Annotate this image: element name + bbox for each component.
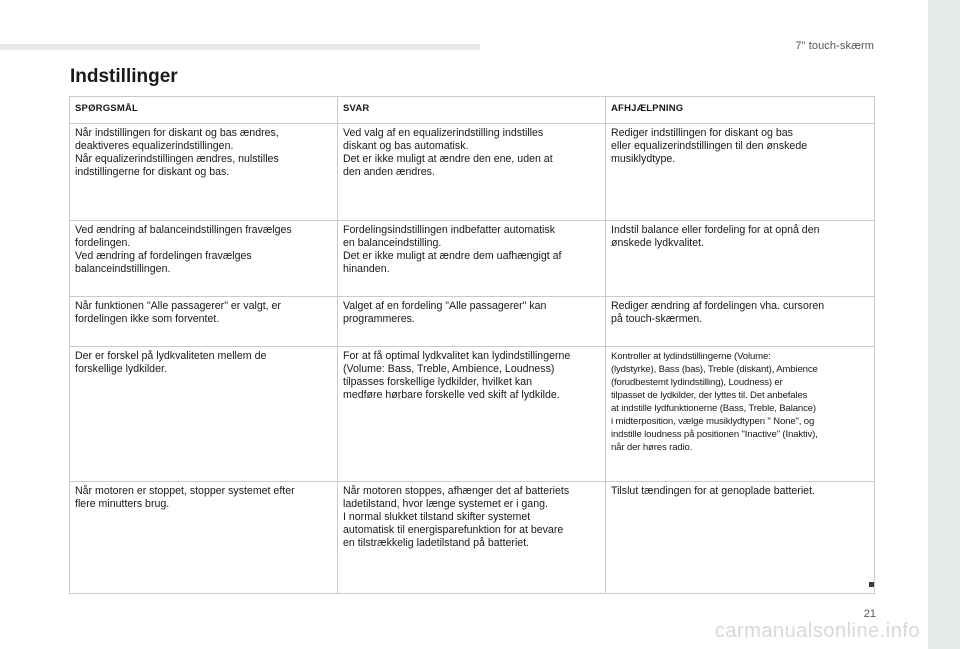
answer-cell [338, 297, 606, 347]
troubleshooting-table [69, 96, 875, 594]
question-cell [70, 221, 338, 297]
remedy-text: Indstil balance eller fordeling for at opnå den ønskede lydkvalitet. [611, 224, 820, 249]
question-text: Når indstillingen for diskant og bas ændres, deaktiveres equalizerindstillingen. Når equalizerindstillingen ændres, nulstilles indstillingerne for diskant og bas. [75, 127, 279, 178]
remedy-text: Tilslut tændingen for at genoplade batteriet. [611, 485, 815, 497]
answer-cell [338, 347, 606, 482]
answer-text: Valget af en fordeling "Alle passagerer" kan programmeres. [343, 300, 547, 325]
table-row [70, 221, 875, 297]
column-header-remedy: AFHJÆLPNING [606, 97, 875, 124]
remedy-text: Rediger indstillingen for diskant og bas eller equalizerindstillingen til den ønskede musiklydtype. [611, 127, 808, 165]
chapter-label: 7" touch-skærm [795, 40, 874, 52]
answer-text: Fordelingsindstillingen indbefatter automatisk en balanceindstilling. Det er ikke muligt at ændre dem uafhængigt af hinanden. [343, 224, 562, 275]
watermark: carmanualsonline.info [714, 620, 920, 642]
table-row [70, 482, 875, 594]
question-text: Ved ændring af balanceindstillingen fravælges fordelingen. Ved ændring af fordelingen fravælges balanceindstillingen. [75, 224, 292, 275]
question-text: Når funktionen "Alle passagerer" er valgt, er fordelingen ikke som forventet. [75, 300, 281, 325]
answer-cell [338, 482, 606, 594]
question-cell [70, 347, 338, 482]
table-row [70, 297, 875, 347]
answer-cell [338, 221, 606, 297]
page-title: Indstillinger [70, 66, 178, 87]
remedy-text: Rediger ændring af fordelingen vha. cursoren på touch-skærmen. [611, 300, 825, 325]
top-accent-bar [0, 44, 480, 50]
question-cell [70, 482, 338, 594]
column-header-answer: SVAR [338, 97, 606, 124]
remedy-cell [606, 347, 875, 482]
question-text: Der er forskel på lydkvaliteten mellem de forskellige lydkilder. [75, 350, 267, 375]
question-cell [70, 297, 338, 347]
remedy-text: Kontroller at lydindstillingerne (Volume: (lydstyrke), Bass (bas), Treble (diskant), Ambience (forudbestemt lydindstilling), Loudness) er tilpasset de lydkilder, der lyttes til. Det anbefales at indstille lydfunktionerne (Bass, Treble, Balance) i midterposition, vælge musiklydtypen " None", og indstille loudness på positionen "Inactive" (Inaktiv), når der høres radio. [611, 351, 818, 453]
answer-text: For at få optimal lydkvalitet kan lydindstillingerne (Volume: Bass, Treble, Ambience, Loudness) tilpasses forskellige lydkilder, hvilket kan medføre hørbare forskelle ved skift af lydkilde. [343, 350, 571, 401]
question-cell [70, 124, 338, 221]
remedy-cell [606, 124, 875, 221]
table-row [70, 124, 875, 221]
table-row [70, 347, 875, 482]
remedy-cell [606, 221, 875, 297]
page-marker-square [869, 582, 874, 587]
table-header-row [70, 97, 875, 124]
side-accent-bar [928, 0, 960, 649]
answer-text: Når motoren stoppes, afhænger det af batteriets ladetilstand, hvor længe systemet er i gang. I normal slukket tilstand skifter systemet automatisk til energisparefunktion for at bevare en tilstrækkelig ladetilstand på batteriet. [343, 485, 570, 549]
column-header-question: SPØRGSMÅL [70, 97, 338, 124]
remedy-cell [606, 482, 875, 594]
answer-cell [338, 124, 606, 221]
question-text: Når motoren er stoppet, stopper systemet efter flere minutters brug. [75, 485, 295, 510]
remedy-cell [606, 297, 875, 347]
answer-text: Ved valg af en equalizerindstilling indstilles diskant og bas automatisk. Det er ikke muligt at ændre den ene, uden at den anden ændres. [343, 127, 553, 178]
page-number: 21 [863, 608, 876, 620]
